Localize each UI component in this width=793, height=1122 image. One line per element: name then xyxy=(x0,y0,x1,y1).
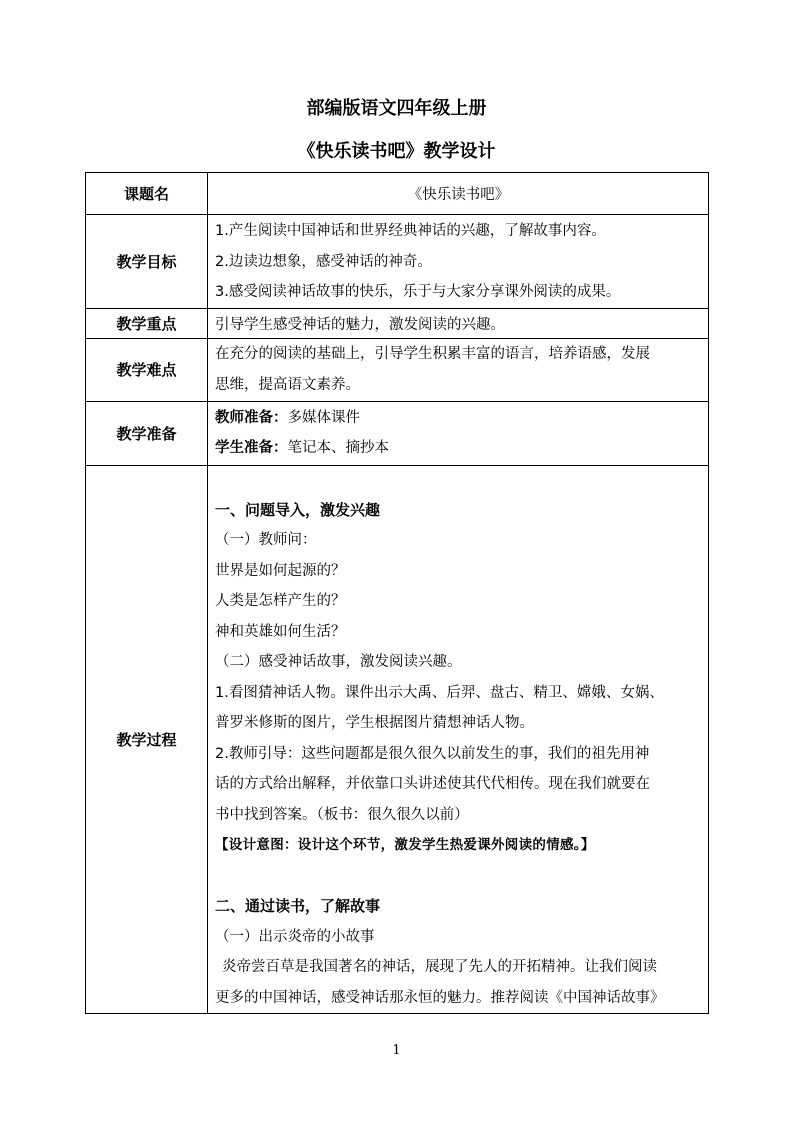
paragraph-line: 普罗米修斯的图片，学生根据图片猜想神话人物。 xyxy=(215,715,534,731)
difficulties-content xyxy=(208,338,709,401)
spacer xyxy=(215,861,702,892)
sub-heading: （一）教师问： xyxy=(215,532,317,548)
process-label: 教学过程 xyxy=(86,465,208,1014)
key-points-label: 教学重点 xyxy=(86,308,208,338)
teacher-preparation-value: 多媒体课件 xyxy=(287,409,360,426)
goals-label: 教学目标 xyxy=(86,215,208,309)
teacher-preparation xyxy=(215,403,702,434)
paragraph-line: 2.教师引导：这些问题都是很久很久以前发生的事，我们的祖先用神 xyxy=(215,745,650,762)
preparation-label: 教学准备 xyxy=(86,401,208,465)
question-line: 神和英雄如何生活？ xyxy=(215,623,346,640)
sub-heading: （二）感受神话故事，激发阅读兴趣。 xyxy=(215,654,462,670)
row-preparation xyxy=(86,401,709,465)
row-process xyxy=(86,465,709,1014)
question-line: 人类是怎样产生的？ xyxy=(215,593,346,609)
page-number: 1 xyxy=(392,1043,401,1058)
paragraph-line: 炎帝尝百草是我国著名的神话，展现了先人的开拓精神。让我们阅读 xyxy=(222,959,657,975)
topic-value: 《快乐读书吧》 xyxy=(208,173,709,215)
student-preparation xyxy=(215,433,702,464)
key-points-text: 引导学生感受神话的魅力，激发阅读的兴趣。 xyxy=(208,308,709,338)
document-subtitle: 《快乐读书吧》教学设计 xyxy=(297,141,496,162)
difficulties-label: 教学难点 xyxy=(86,338,208,401)
goals-content xyxy=(208,215,709,309)
row-difficulties xyxy=(86,338,709,401)
preparation-content xyxy=(208,401,709,465)
student-preparation-value: 笔记本、摘抄本 xyxy=(287,440,389,456)
design-intent-note: 【设计意图：设计这个环节，激发学生热爱课外阅读的情感。】 xyxy=(215,837,595,853)
document-title: 部编版语文四年级上册 xyxy=(306,98,487,119)
section-heading: 二、通过读书，了解故事 xyxy=(215,897,381,915)
difficulties-line: 在充分的阅读的基础上，引导学生积累丰富的语言，培养语感，发展 xyxy=(215,346,650,362)
difficulties-line: 思维，提高语文素养。 xyxy=(215,376,360,393)
teacher-preparation-label: 教师准备： xyxy=(215,409,288,426)
goal-item: 1.产生阅读中国神话和世界经典神话的兴趣，了解故事内容。 xyxy=(215,223,606,239)
topic-label: 课题名 xyxy=(86,173,208,215)
paragraph-line: 话的方式给出解释，并依靠口头讲述使其代代相传。现在我们就要在 xyxy=(215,776,650,792)
row-key-points xyxy=(86,308,709,338)
paragraph-line: 书中找到答案。（板书：很久很久以前） xyxy=(215,806,469,823)
student-preparation-label: 学生准备： xyxy=(215,440,288,456)
goal-item: 3.感受阅读神话故事的快乐，乐于与大家分享课外阅读的成果。 xyxy=(215,284,621,300)
process-content xyxy=(208,465,709,1014)
section-heading: 一、问题导入，激发兴趣 xyxy=(215,500,381,519)
row-topic xyxy=(86,173,709,215)
sub-heading: （一）出示炎帝的小故事 xyxy=(215,928,375,945)
row-goals xyxy=(86,215,709,309)
paragraph-line: 更多的中国神话，感受神话那永恒的魅力。推荐阅读《中国神话故事》 xyxy=(215,989,665,1006)
question-line: 世界是如何起源的？ xyxy=(215,562,346,579)
lesson-plan-table xyxy=(85,172,709,1014)
paragraph-line: 1.看图猜神话人物。课件出示大禹、后羿、盘古、精卫、嫦娥、女娲、 xyxy=(215,684,664,701)
goal-item: 2.边读边想象，感受神话的神奇。 xyxy=(215,253,432,270)
